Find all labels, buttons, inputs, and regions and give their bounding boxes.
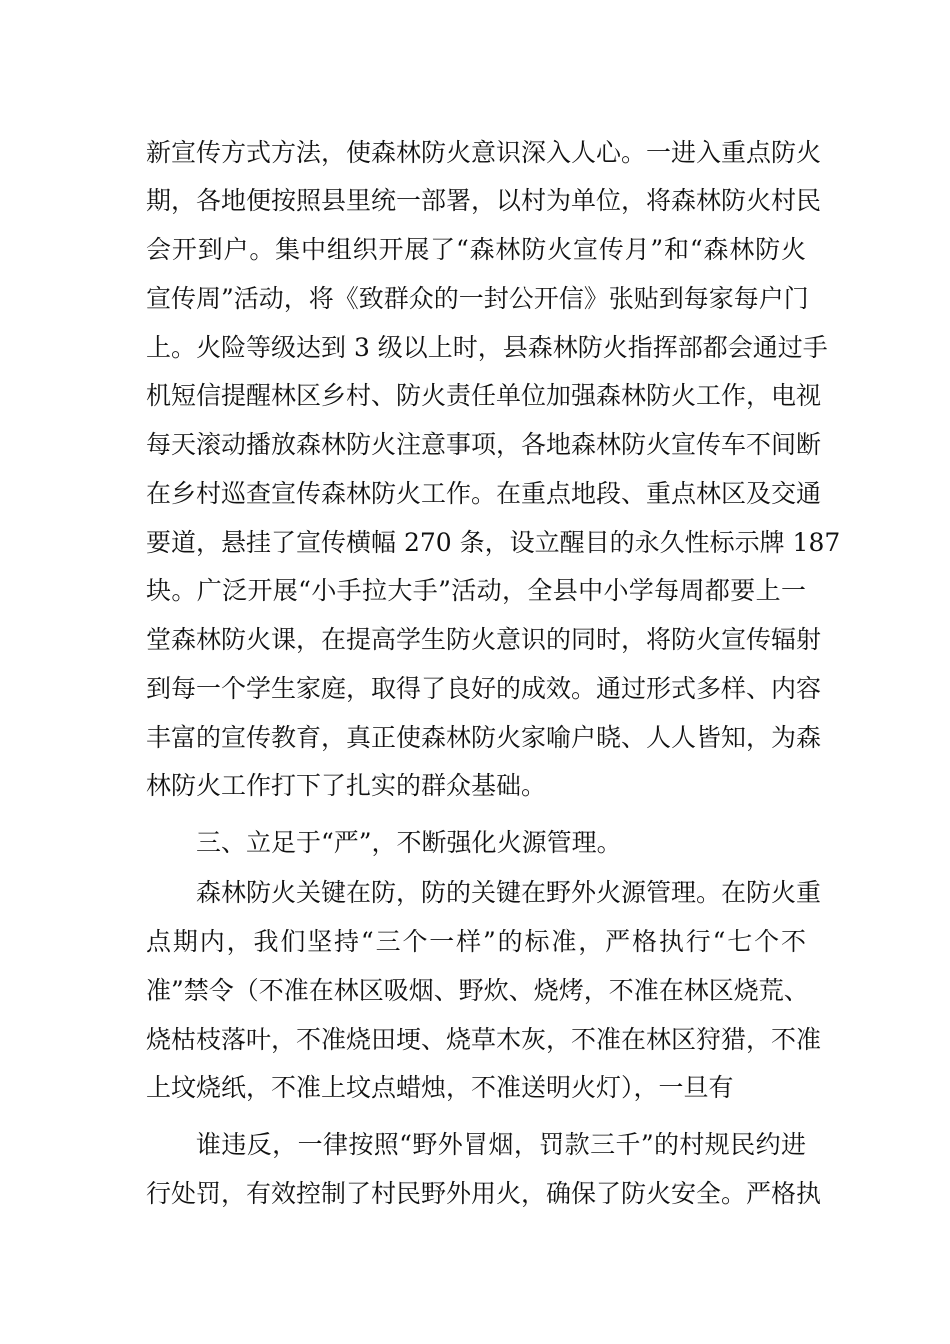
body-text-line: 要道，悬挂了宣传横幅 270 条，设立醒目的永久性标示牌 187 — [146, 528, 841, 557]
body-text-line: 准”禁令（不准在林区吸烟、野炊、烧烤，不准在林区烧荒、 — [146, 976, 809, 1005]
body-text-line: 每天滚动播放森林防火注意事项，各地森林防火宣传车不间断 — [146, 430, 822, 459]
body-text-line: 烧枯枝落叶，不准烧田埂、烧草木灰，不准在林区狩猎，不准 — [146, 1025, 822, 1054]
body-text-line: 宣传周”活动，将《致群众的一封公开信》张贴到每家每户门 — [146, 284, 809, 313]
body-text-line: 丰富的宣传教育，真正使森林防火家喻户晓、人人皆知，为森 — [146, 723, 822, 752]
body-text-line: 行处罚，有效控制了村民野外用火，确保了防火安全。严格执 — [146, 1179, 822, 1208]
body-text-line: 会开到户。集中组织开展了“森林防火宣传月”和“森林防火 — [146, 235, 806, 264]
body-text-line: 在乡村巡查宣传森林防火工作。在重点地段、重点林区及交通 — [146, 479, 822, 508]
section-heading: 三、立足于“严”，不断强化火源管理。 — [196, 828, 622, 857]
body-text-line: 上坟烧纸，不准上坟点蜡烛，不准送明火灯），一旦有 — [146, 1073, 734, 1102]
body-text-line: 谁违反，一律按照“野外冒烟，罚款三千”的村规民约进 — [196, 1130, 806, 1159]
body-text-line: 点期内，我们坚持“三个一样”的标准，严格执行“七个不 — [146, 927, 806, 956]
body-text-line: 森林防火关键在防，防的关键在野外火源管理。在防火重 — [196, 878, 822, 907]
body-text-line: 块。广泛开展“小手拉大手”活动，全县中小学每周都要上一 — [146, 576, 806, 605]
body-text-line: 上。火险等级达到 3 级以上时，县森林防火指挥部都会通过手 — [146, 333, 828, 362]
body-text-line: 堂森林防火课，在提高学生防火意识的同时，将防火宣传辐射 — [146, 625, 822, 654]
body-text-line: 新宣传方式方法，使森林防火意识深入人心。一进入重点防火 — [146, 138, 822, 167]
body-text-line: 机短信提醒林区乡村、防火责任单位加强森林防火工作，电视 — [146, 381, 822, 410]
body-text-line: 到每一个学生家庭，取得了良好的成效。通过形式多样、内容 — [146, 674, 822, 703]
body-text-line: 期，各地便按照县里统一部署，以村为单位，将森林防火村民 — [146, 186, 822, 215]
body-text-line: 林防火工作打下了扎实的群众基础。 — [146, 771, 547, 800]
